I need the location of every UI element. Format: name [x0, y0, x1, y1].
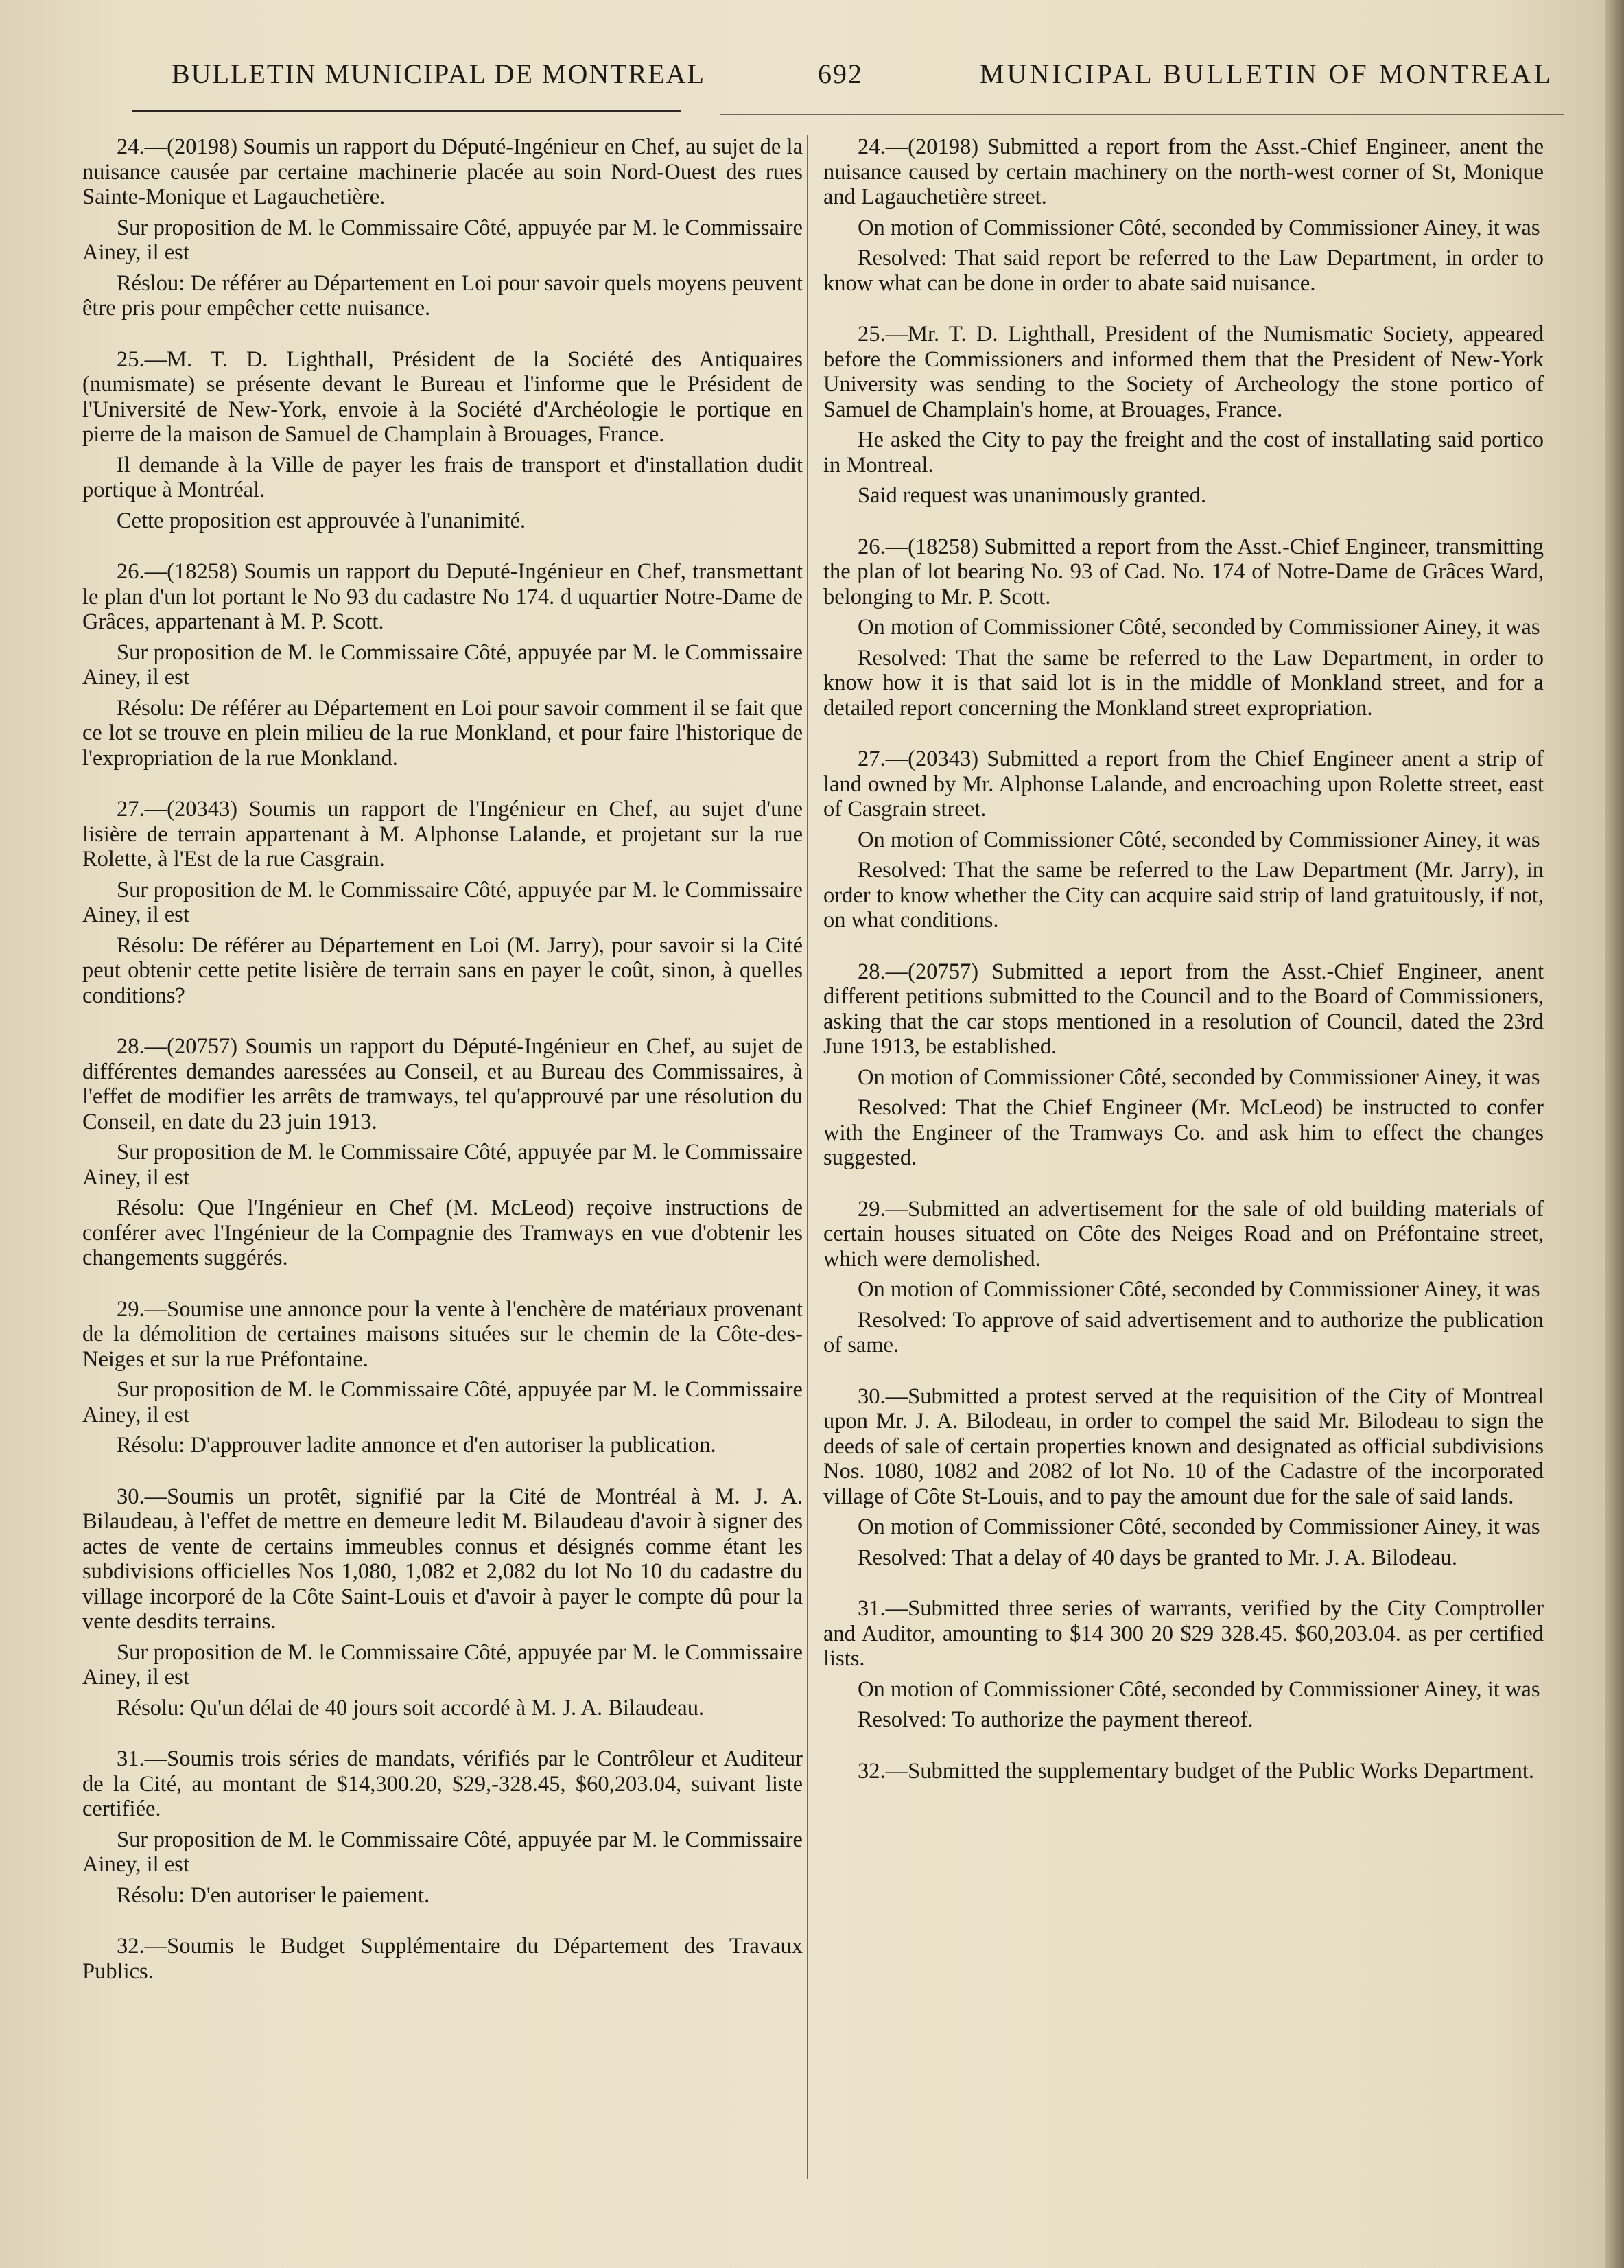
en-item-25-heading: 25.—Mr. T. D. Lighthall, President of the Numismatic Society, appeared before the Commissioners and informed them that the President of New-York University was sending to the Society of Archeology the stone portico of Samuel de Champlain's home, at Brouages, France. [823, 322, 1544, 422]
fr-item-29-motion: Sur proposition de M. le Commissaire Côté, appuyée par M. le Commissaire Ainey, il est [82, 1377, 803, 1427]
fr-item-26-heading: 26.—(18258) Soumis un rapport du Deputé-Ingénieur en Chef, transmettant le plan d'un lot portant le No 93 du cadastre No 174. d uquartier Notre-Dame de Grâces, appartenant à M. P. Scott. [82, 559, 803, 634]
book-spine-shadow [1605, 0, 1624, 2268]
fr-item-25-heading: 25.—M. T. D. Lighthall, Président de la Société des Antiquaires (numismate) se présente devant le Bureau et l'informe que le Président de l'Université de New-York, envoie à la Société d'Archéologie le portique en pierre de la maison de Samuel de Champlain à Brouages, France. [82, 347, 803, 447]
fr-item-29-heading: 29.—Soumise une annonce pour la vente à l'enchère de matériaux provenant de la démolition de certaines maisons situées sur le chemin de la Côte-des-Neiges et sur la rue Préfontaine. [82, 1296, 803, 1372]
fr-item-31-heading: 31.—Soumis trois séries de mandats, vérifiés par le Contrôleur et Auditeur de la Cité, au montant de $14,300.20, $29,-328.45, $60,203.04, suivant liste certifiée. [82, 1746, 803, 1821]
en-item-29-heading: 29.—Submitted an advertisement for the sale of old building materials of certain houses situated on Côte des Neiges Road and on Préfontaine street, which were demolished. [823, 1196, 1544, 1272]
en-item-27-heading: 27.—(20343) Submitted a report from the Chief Engineer anent a strip of land owned by Mr. Alphonse Lalande, and encroaching upon Rolette street, east of Casgrain street. [823, 747, 1544, 821]
en-item-28-heading: 28.—(20757) Submitted a ıeport from the Asst.-Chief Engineer, anent different petitions submitted to the Council and to the Board of Commissioners, asking that the car stops mentioned in a resolution of Council, dated the 23rd June 1913, be established. [823, 959, 1544, 1059]
en-item-29-motion: On motion of Commissioner Côté, seconded by Commissioner Ainey, it was [858, 1277, 1540, 1302]
fr-item-24-resolution: Réslou: De référer au Département en Loi pour savoir quels moyens peuvent être pris pour empêcher cette nuisance. [82, 270, 803, 320]
fr-item-26-motion: Sur proposition de M. le Commissaire Côté, appuyée par M. le Commissaire Ainey, il est [82, 640, 803, 690]
en-item-30-motion: On motion of Commissioner Côté, seconded by Commissioner Ainey, it was [858, 1515, 1540, 1539]
en-item-26-resolution: Resolved: That the same be referred to the Law Department, in order to know how it is that said lot is in the middle of Monkland street, and for a detailed report concerning the Monkland street expropriation. [823, 645, 1544, 721]
header-rule-right [720, 114, 1564, 115]
en-item-28-resolution: Resolved: That the Chief Engineer (Mr. McLeod) be instructed to confer with the Engineer of the Tramways Co. and ask him to effect the changes suggested. [823, 1095, 1544, 1170]
en-item-30-resolution: Resolved: That a delay of 40 days be granted to Mr. J. A. Bilodeau. [858, 1545, 1458, 1570]
page-number: 692 [818, 58, 863, 89]
en-item-30-heading: 30.—Submitted a protest served at the requisition of the City of Montreal upon Mr. J. A. Bilodeau, in order to compel the said Mr. Bilodeau to sign the deeds of sale of certain properties known and designated as official subdivisions Nos. 1080, 1082 and 2082 of lot No. 10 of the Cadastre of the incorporated village of Côte St-Louis, and to pay the amount due for the sale of said lands. [823, 1383, 1544, 1509]
fr-item-30-heading: 30.—Soumis un protêt, signifié par la Cité de Montréal à M. J. A. Bilaudeau, à l'effet de mettre en demeure ledit M. Bilaudeau d'avoir à signer des actes de vente de certains immeubles connus et désignés comme étant les subdivisions officielles Nos 1,080, 1,082 et 2,082 du lot No 10 du cadastre du village incorporé de la Côte Saint-Louis et d'avoir à payer le compte dû pour la vente desdits terrains. [82, 1484, 803, 1634]
fr-item-25-request: Il demande à la Ville de payer les frais de transport et d'installation dudit portique à Montréal. [82, 452, 803, 502]
en-item-24-resolution: Resolved: That said report be referred to the Law Department, in order to know what can be done in order to abate said nuisance. [823, 246, 1544, 296]
header-rule-left [132, 110, 681, 112]
fr-item-28-motion: Sur proposition de M. le Commissaire Côté, appuyée par M. le Commissaire Ainey, il est [82, 1140, 803, 1190]
fr-item-31-motion: Sur proposition de M. le Commissaire Côté, appuyée par M. le Commissaire Ainey, il est [82, 1827, 803, 1877]
fr-item-24-heading: 24.—(20198) Soumis un rapport du Député-Ingénieur en Chef, au sujet de la nuisance causée par certaine machinerie placée au soin Nord-Ouest des rues Sainte-Monique et Lagauchetière. [82, 135, 803, 209]
fr-item-30-resolution: Résolu: Qu'un délai de 40 jours soit accordé à M. J. A. Bilaudeau. [117, 1695, 705, 1720]
fr-item-31-resolution: Résolu: D'en autoriser le paiement. [117, 1882, 430, 1908]
fr-item-24-motion: Sur proposition de M. le Commissaire Côté, appuyée par M. le Commissaire Ainey, il est [82, 215, 803, 265]
en-item-31-motion: On motion of Commissioner Côté, seconded by Commissioner Ainey, it was [858, 1676, 1540, 1702]
fr-item-26-resolution: Résolu: De référer au Département en Loi pour savoir comment il se fait que ce lot se trouve en plein milieu de la rue Monkland, et pour faire l'historique de l'expropriation de la rue Monkland. [82, 695, 803, 771]
en-item-29-resolution: Resolved: To approve of said advertisement and to authorize the publication of same. [823, 1307, 1544, 1357]
french-column [82, 135, 803, 1984]
fr-item-32-heading: 32.—Soumis le Budget Supplémentaire du Département des Travaux Publics. [82, 1934, 803, 1984]
fr-item-28-resolution: Résolu: Que l'Ingénieur en Chef (M. McLeod) reçoive instructions de conférer avec l'Ingénieur de la Compagnie des Tramways en vue d'obtenir les changements suggérés. [82, 1195, 803, 1270]
fr-item-27-motion: Sur proposition de M. le Commissaire Côté, appuyée par M. le Commissaire Ainey, il est [82, 877, 803, 927]
en-item-24-motion: On motion of Commissioner Côté, seconded by Commissioner Ainey, it was [858, 215, 1540, 240]
en-item-32-heading: 32.—Submitted the supplementary budget of the Public Works Department. [858, 1758, 1535, 1784]
fr-item-27-resolution: Résolu: De référer au Département en Loi (M. Jarry), pour savoir si la Cité peut obtenir cette petite lisière de terrain sans en payer le coût, sinon, à quelles conditions? [82, 933, 803, 1008]
fr-item-30-motion: Sur proposition de M. le Commissaire Côté, appuyée par M. le Commissaire Ainey, il est [82, 1639, 803, 1690]
en-item-27-motion: On motion of Commissioner Côté, seconded by Commissioner Ainey, it was [858, 827, 1540, 852]
fr-item-29-resolution: Résolu: D'approuver ladite annonce et d'en autoriser la publication. [117, 1433, 716, 1458]
english-column [823, 135, 1544, 1784]
en-item-24-heading: 24.—(20198) Submitted a report from the Asst.-Chief Engineer, anent the nuisance caused by certain machinery on the north-west corner of St, Monique and Lagauchetière street. [823, 135, 1544, 209]
en-item-25-resolution: Said request was unanimously granted. [858, 483, 1207, 508]
en-item-28-motion: On motion of Commissioner Côté, seconded by Commissioner Ainey, it was [858, 1064, 1540, 1090]
fr-item-27-heading: 27.—(20343) Soumis un rapport de l'Ingénieur en Chef, au sujet d'une lisière de terrain appartenant à M. Alphonse Lalande, et projetant sur la rue Rolette, à l'Est de la rue Casgrain. [82, 797, 803, 872]
en-item-26-heading: 26.—(18258) Submitted a report from the Asst.-Chief Engineer, transmitting the plan of lot bearing No. 93 of Cad. No. 174 of Notre-Dame de Grâces Ward, belonging to Mr. P. Scott. [823, 534, 1544, 609]
en-item-26-motion: On motion of Commissioner Côté, seconded by Commissioner Ainey, it was [858, 615, 1540, 640]
en-item-31-heading: 31.—Submitted three series of warrants, verified by the City Comptroller and Auditor, amounting to $14 300 20 $29 328.45. $60,203.04. as per certified lists. [823, 1596, 1544, 1671]
en-item-31-resolution: Resolved: To authorize the payment thereof. [858, 1707, 1254, 1732]
en-item-27-resolution: Resolved: That the same be referred to the Law Department (Mr. Jarry), in order to know whether the City can acquire said strip of land gratuitously, if not, on what conditions. [823, 858, 1544, 933]
en-item-25-request: He asked the City to pay the freight and the cost of installating said portico in Montreal. [823, 428, 1544, 478]
fr-item-25-resolution: Cette proposition est approuvée à l'unanimité. [117, 508, 526, 533]
header-left-title: BULLETIN MUNICIPAL DE MONTREAL [172, 58, 706, 89]
fr-item-28-heading: 28.—(20757) Soumis un rapport du Député-Ingénieur en Chef, au sujet de différentes demandes aaressées au Conseil, et au Bureau des Commissaires, à l'effet de modifier les arrêts de tramways, tel qu'approuvé par une résolution du Conseil, en date du 23 juin 1913. [82, 1034, 803, 1134]
column-divider [807, 135, 808, 2179]
header-right-title: MUNICIPAL BULLETIN OF MONTREAL [980, 58, 1553, 89]
